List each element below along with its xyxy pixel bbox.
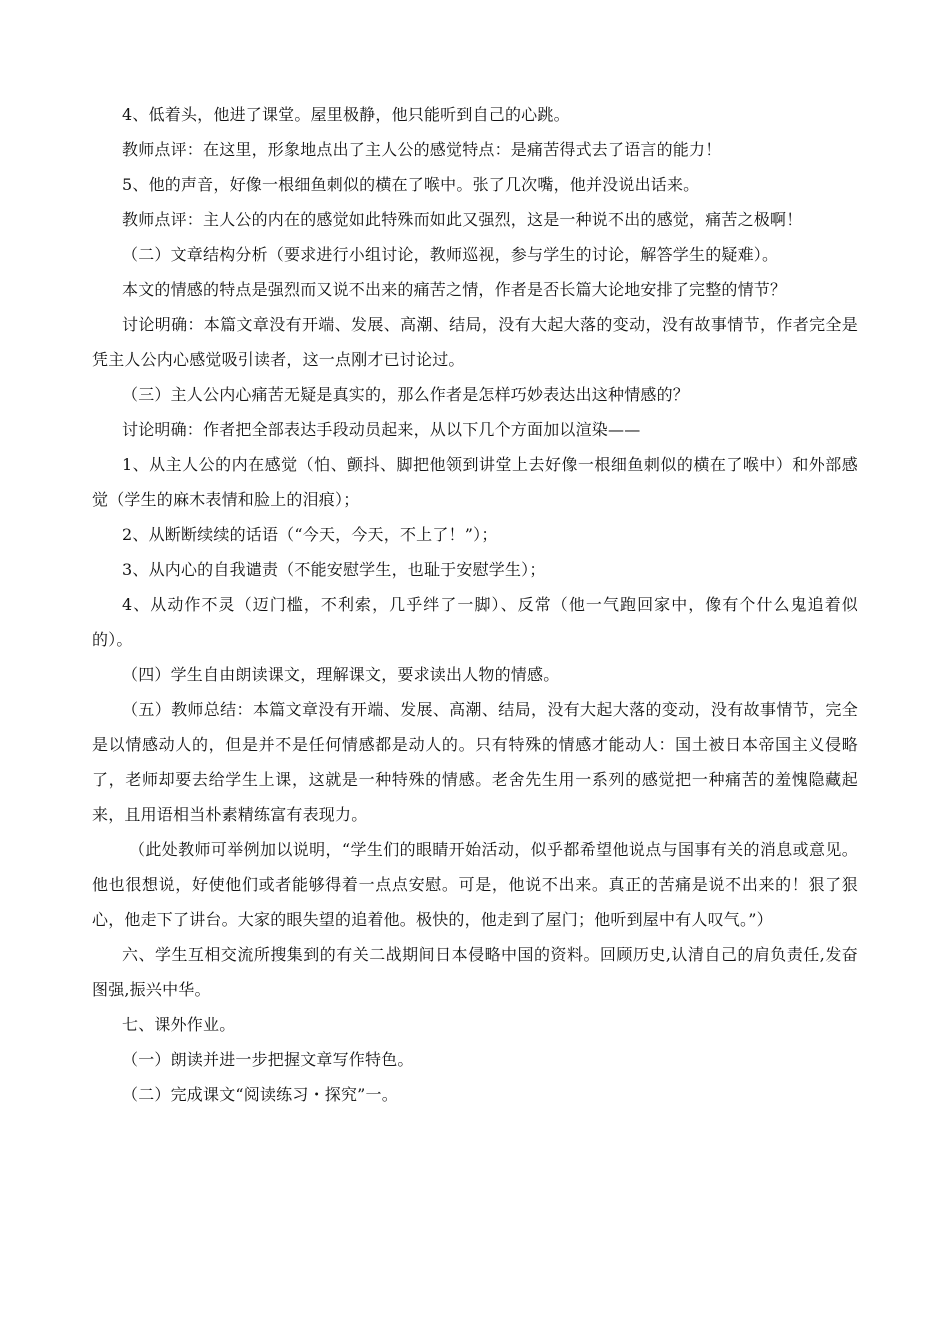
paragraph-10: 1、从主人公的内在感觉（怕、颤抖、脚把他领到讲堂上去好像一根细鱼刺似的横在了喉中）和外部感觉（学生的麻木表情和脸上的泪痕）； [92,455,858,509]
paragraph-11: 2、从断断续续的话语（“今天，今天，不上了！”）； [122,525,498,544]
paragraph-13: 4、从动作不灵（迈门槛，不利索，几乎绊了一脚）、反常（他一气跑回家中，像有个什么鬼追着似的）。 [92,595,858,649]
paragraph-15: （五）教师总结：本篇文章没有开端、发展、高潮、结局，没有大起大落的变动，没有故事情节，完全是以情感动人的，但是并不是任何情感都是动人的。只有特殊的情感才能动人：国土被日本帝国主义侵略了，老师却要去给学生上课，这就是一种特殊的情感。老舍先生用一系列的感觉把一种痛苦的羞愧隐藏起来，且用语相当朴素精练富有表现力。 [92,700,858,824]
paragraph-20: （二）完成课文“阅读练习・探究”一。 [122,1085,398,1104]
paragraph-2: 教师点评：在这里，形象地点出了主人公的感觉特点：是痛苦得式去了语言的能力！ [122,140,722,159]
paragraph-8: （三）主人公内心痛苦无疑是真实的，那么作者是怎样巧妙表达出这种情感的？ [122,385,690,404]
paragraph-18: 七、课外作业。 [122,1015,236,1034]
paragraph-14: （四）学生自由朗读课文，理解课文，要求读出人物的情感。 [122,665,560,684]
paragraph-1: 4、低着头，他进了课堂。屋里极静，他只能听到自己的心跳。 [122,105,570,124]
paragraph-6: 本文的情感的特点是强烈而又说不出来的痛苦之情，作者是否长篇大论地安排了完整的情节？ [122,280,787,299]
paragraph-4: 教师点评：主人公的内在的感觉如此特殊而如此又强烈，这是一种说不出的感觉，痛苦之极啊！ [122,210,803,229]
paragraph-9: 讨论明确：作者把全部表达手段动员起来，从以下几个方面加以渲染—— [122,420,641,439]
paragraph-12: 3、从内心的自我谴责（不能安慰学生，也耻于安慰学生）； [122,560,546,579]
paragraph-19: （一）朗读并进一步把握文章写作特色。 [122,1050,414,1069]
paragraph-16: （此处教师可举例加以说明，“学生们的眼睛开始活动，似乎都希望他说点与国事有关的消息或意见。他也很想说，好使他们或者能够得着一点点安慰。可是，他说不出来。真正的苦痛是说不出来的！狠了狠心，他走下了讲台。大家的眼失望的追着他。极快的，他走到了屋门；他听到屋中有人叹气。”） [92,840,858,929]
paragraph-3: 5、他的声音，好像一根细鱼刺似的横在了喉中。张了几次嘴，他并没说出话来。 [122,175,700,194]
paragraph-17: 六、学生互相交流所搜集到的有关二战期间日本侵略中国的资料。回顾历史,认清自己的肩负责任,发奋图强,振兴中华。 [92,945,858,999]
paragraph-7: 讨论明确：本篇文章没有开端、发展、高潮、结局，没有大起大落的变动，没有故事情节，作者完全是凭主人公内心感觉吸引读者，这一点刚才已讨论过。 [92,315,858,369]
paragraph-5: （二）文章结构分析（要求进行小组讨论，教师巡视，参与学生的讨论，解答学生的疑难）。 [122,245,779,264]
document-body [92,97,858,1112]
